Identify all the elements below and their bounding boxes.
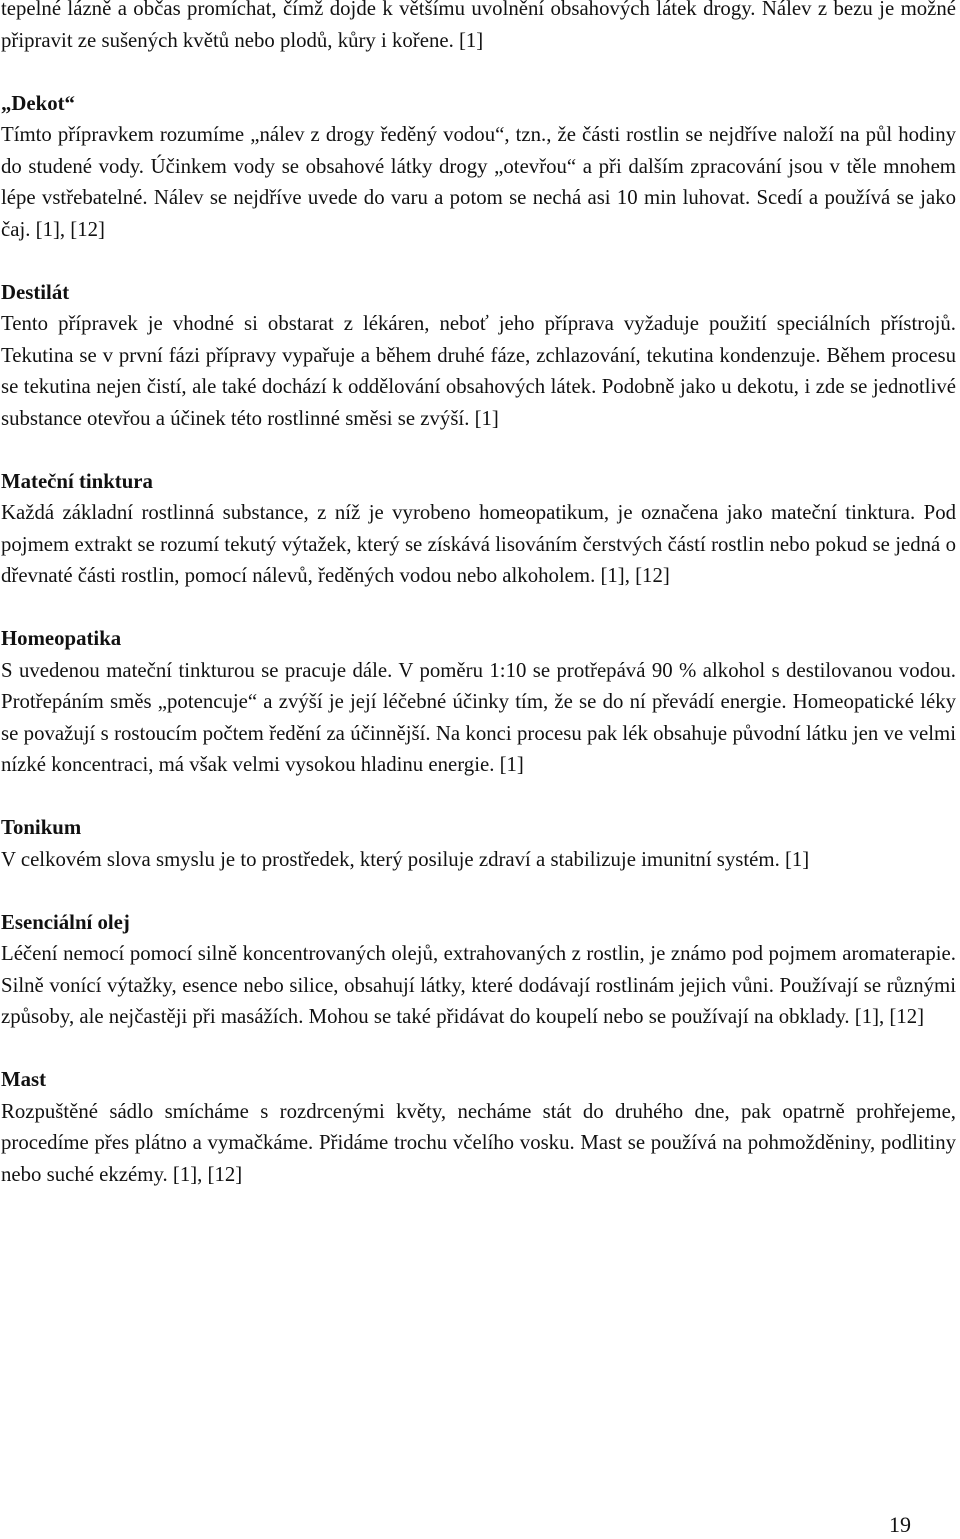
section-paragraph: S uvedenou mateční tinkturou se pracuje dále. V poměru 1:10 se protřepává 90 % alkohol s destilovanou vodou. Protřepáním směs „potencuje“ a zvýší je její léčebné účinky tím, že se do ní převádí energie. Homeopatické léky se považují s rostoucím počtem ředění za účinnější. Na konci procesu pak lék obsahuje původní látku jen ve velmi nízké koncentraci, má však velmi vysokou hladinu energie. [1] <box>1 658 956 776</box>
section-paragraph: V celkovém slova smyslu je to prostředek, který posiluje zdraví a stabilizuje imunitní systém. [1] <box>1 847 810 871</box>
section-paragraph: Rozpuštěné sádlo smícháme s rozdrcenými květy, necháme stát do druhého dne, pak opatrně prohřejeme, procedíme přes plátno a vymačkáme. Přidáme trochu včelího vosku. Mast se používá na pohmožděniny, podlitiny nebo suché ekzémy. [1], [12] <box>1 1099 956 1186</box>
section-tonikum <box>1 812 956 875</box>
section-mast <box>1 1064 956 1190</box>
section-homeopatika <box>1 623 956 781</box>
page-number: 19 <box>889 1512 911 1537</box>
section-heading: „Dekot“ <box>1 91 75 115</box>
section-heading: Homeopatika <box>1 627 122 650</box>
section-esencialni-olej <box>1 907 956 1033</box>
section-destilat <box>1 277 956 435</box>
section-heading: Tonikum <box>1 816 82 839</box>
section-paragraph: Léčení nemocí pomocí silně koncentrovaných olejů, extrahovaných z rostlin, je známo pod pojmem aromaterapie. Silně vonící výtažky, esence nebo silice, obsahují látky, které dodávají rostlinám jejich vůni. Používají se různými způsoby, ale nejčastěji při masážích. Mohou se také přidávat do koupelí nebo se používají na obklady. [1], [12] <box>1 942 956 1028</box>
section-dekot <box>1 88 956 246</box>
section-heading: Esenciální olej <box>1 910 130 934</box>
section-heading: Mast <box>1 1068 47 1091</box>
section-paragraph: Tímto přípravkem rozumíme „nálev z drogy ředěný vodou“, tzn., že části rostlin se nejdříve naloží na půl hodiny do studené vody. Účinkem vody se obsahové látky drogy „otevřou“ a při dalším zpracování jsou v těle mnohem lépe vstřebatelné. Nálev se nejdříve uvede do varu a potom se nechá asi 10 min luhovat. Scedí a používá se jako čaj. [1], [12] <box>1 123 956 241</box>
section-heading: Mateční tinktura <box>1 469 153 493</box>
section-matecni-tinktura <box>1 466 956 592</box>
section-heading: Destilát <box>1 280 70 304</box>
page-content <box>1 0 956 1190</box>
section-paragraph: Tento přípravek je vhodné si obstarat z lékáren, neboť jeho příprava vyžaduje použití speciálních přístrojů. Tekutina se v první fázi přípravy vypařuje a během druhé fáze, zchlazování, tekutina kondenzuje. Během procesu se tekutina nejen čistí, ale také dochází k oddělování obsahových látek. Podobně jako u dekotu, i zde se jednotlivé substance otevřou a účinek této rostlinné směsi se zvýší. [1] <box>1 312 956 430</box>
section-paragraph: Každá základní rostlinná substance, z níž je vyrobeno homeopatikum, je označena jako mateční tinktura. Pod pojmem extrakt se rozumí tekutý výtažek, který se získává lisováním čerstvých částí rostlin nebo pokud se jedná o dřevnaté části rostlin, pomocí nálevů, ředěných vodou nebo alkoholem. [1], [12] <box>1 501 956 587</box>
intro-paragraph: tepelné lázně a občas promíchat, čímž dojde k většímu uvolnění obsahových látek drogy. Nálev z bezu je možné připravit ze sušených květů nebo plodů, kůry i kořene. [1] <box>1 0 956 52</box>
